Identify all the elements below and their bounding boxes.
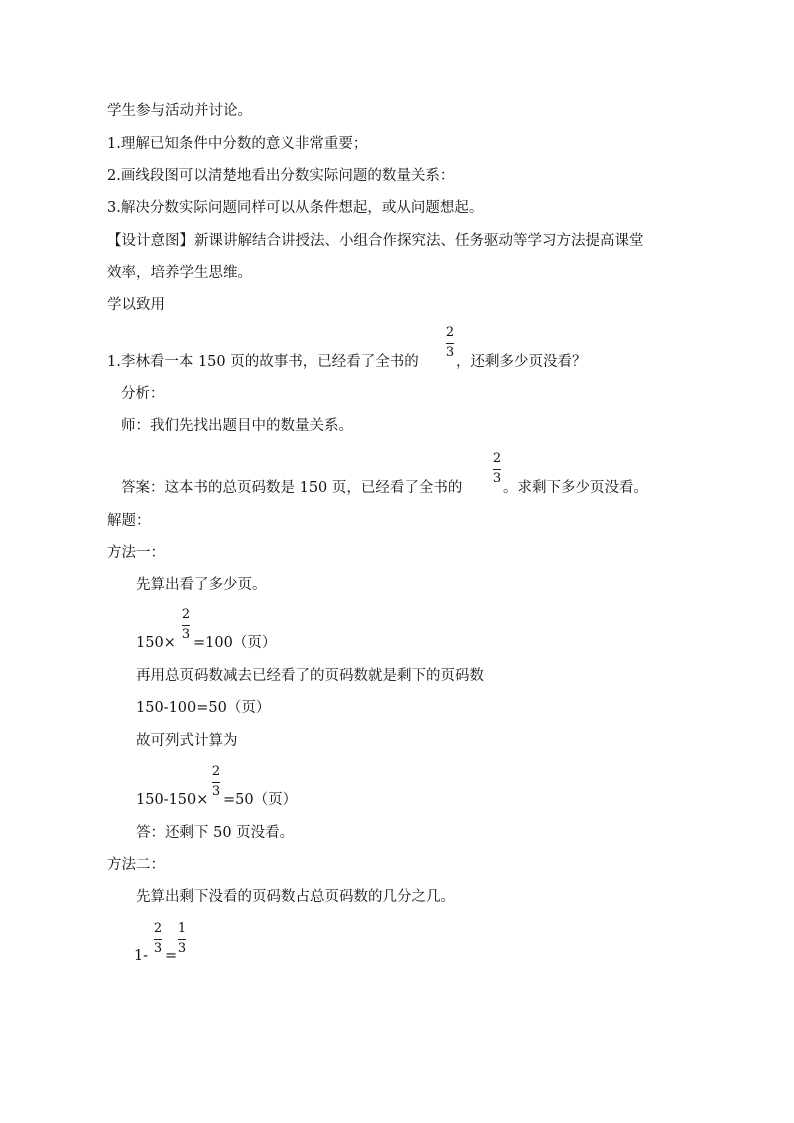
equation: =50（页） bbox=[223, 792, 298, 808]
fraction-denominator: 3 bbox=[492, 471, 502, 486]
fraction-bar bbox=[446, 343, 454, 344]
question-text: 1.李林看一本 150 页的故事书，已经看了全书的 bbox=[107, 354, 419, 370]
answer-text: 答案：这本书的总页码数是 150 页，已经看了全书的 bbox=[121, 480, 463, 496]
equation: 150-150× bbox=[136, 792, 209, 808]
fraction-bar bbox=[493, 469, 501, 470]
fraction-bar bbox=[212, 782, 220, 783]
fraction-numerator: 1 bbox=[177, 921, 187, 936]
equation: 1- bbox=[134, 948, 149, 964]
equation: = bbox=[165, 948, 178, 964]
fraction-bar bbox=[178, 939, 186, 940]
text-line: 先算出剩下没看的页码数占总页码数的几分之几。 bbox=[136, 889, 455, 905]
fraction-denominator: 3 bbox=[153, 941, 163, 956]
fraction-bar bbox=[182, 625, 190, 626]
method-heading: 方法一： bbox=[107, 545, 165, 561]
fraction-bar bbox=[154, 939, 162, 940]
text-line: 再用总页码数减去已经看了的页码数就是剩下的页码数 bbox=[136, 668, 484, 684]
analysis-label: 分析： bbox=[121, 386, 165, 402]
fraction-denominator: 3 bbox=[211, 784, 221, 799]
text-line: 先算出看了多少页。 bbox=[136, 577, 267, 593]
equation: 150-100=50（页） bbox=[136, 700, 271, 716]
text-line: 1.理解已知条件中分数的意义非常重要； bbox=[107, 136, 368, 152]
equation: =100（页） bbox=[193, 635, 277, 651]
fraction-denominator: 3 bbox=[181, 627, 191, 642]
question-text: ，还剩多少页没看？ bbox=[456, 354, 587, 370]
design-intent-line: 【设计意图】新课讲解结合讲授法、小组合作探究法、任务驱动等学习方法提高课堂 bbox=[107, 233, 644, 249]
fraction-denominator: 3 bbox=[445, 345, 455, 360]
fraction-numerator: 2 bbox=[211, 764, 221, 779]
fraction-numerator: 2 bbox=[153, 921, 163, 936]
fraction-numerator: 2 bbox=[492, 451, 502, 466]
answer-text: 答：还剩下 50 页没看。 bbox=[136, 825, 295, 841]
section-heading: 解题： bbox=[107, 513, 151, 529]
fraction-denominator: 3 bbox=[177, 941, 187, 956]
text-line: 3.解决分数实际问题同样可以从条件想起，或从问题想起。 bbox=[107, 200, 484, 216]
section-heading: 学以致用 bbox=[107, 297, 165, 313]
answer-text: 。求剩下多少页没看。 bbox=[503, 480, 648, 496]
method-heading: 方法二： bbox=[107, 857, 165, 873]
text-line: 师：我们先找出题目中的数量关系。 bbox=[121, 418, 353, 434]
text-line: 效率，培养学生思维。 bbox=[107, 265, 252, 281]
text-line: 学生参与活动并讨论。 bbox=[107, 103, 252, 119]
fraction-numerator: 2 bbox=[445, 325, 455, 340]
text-line: 2.画线段图可以清楚地看出分数实际问题的数量关系： bbox=[107, 168, 455, 184]
fraction-numerator: 2 bbox=[181, 607, 191, 622]
text-line: 故可列式计算为 bbox=[136, 733, 238, 749]
equation: 150× bbox=[136, 635, 176, 651]
